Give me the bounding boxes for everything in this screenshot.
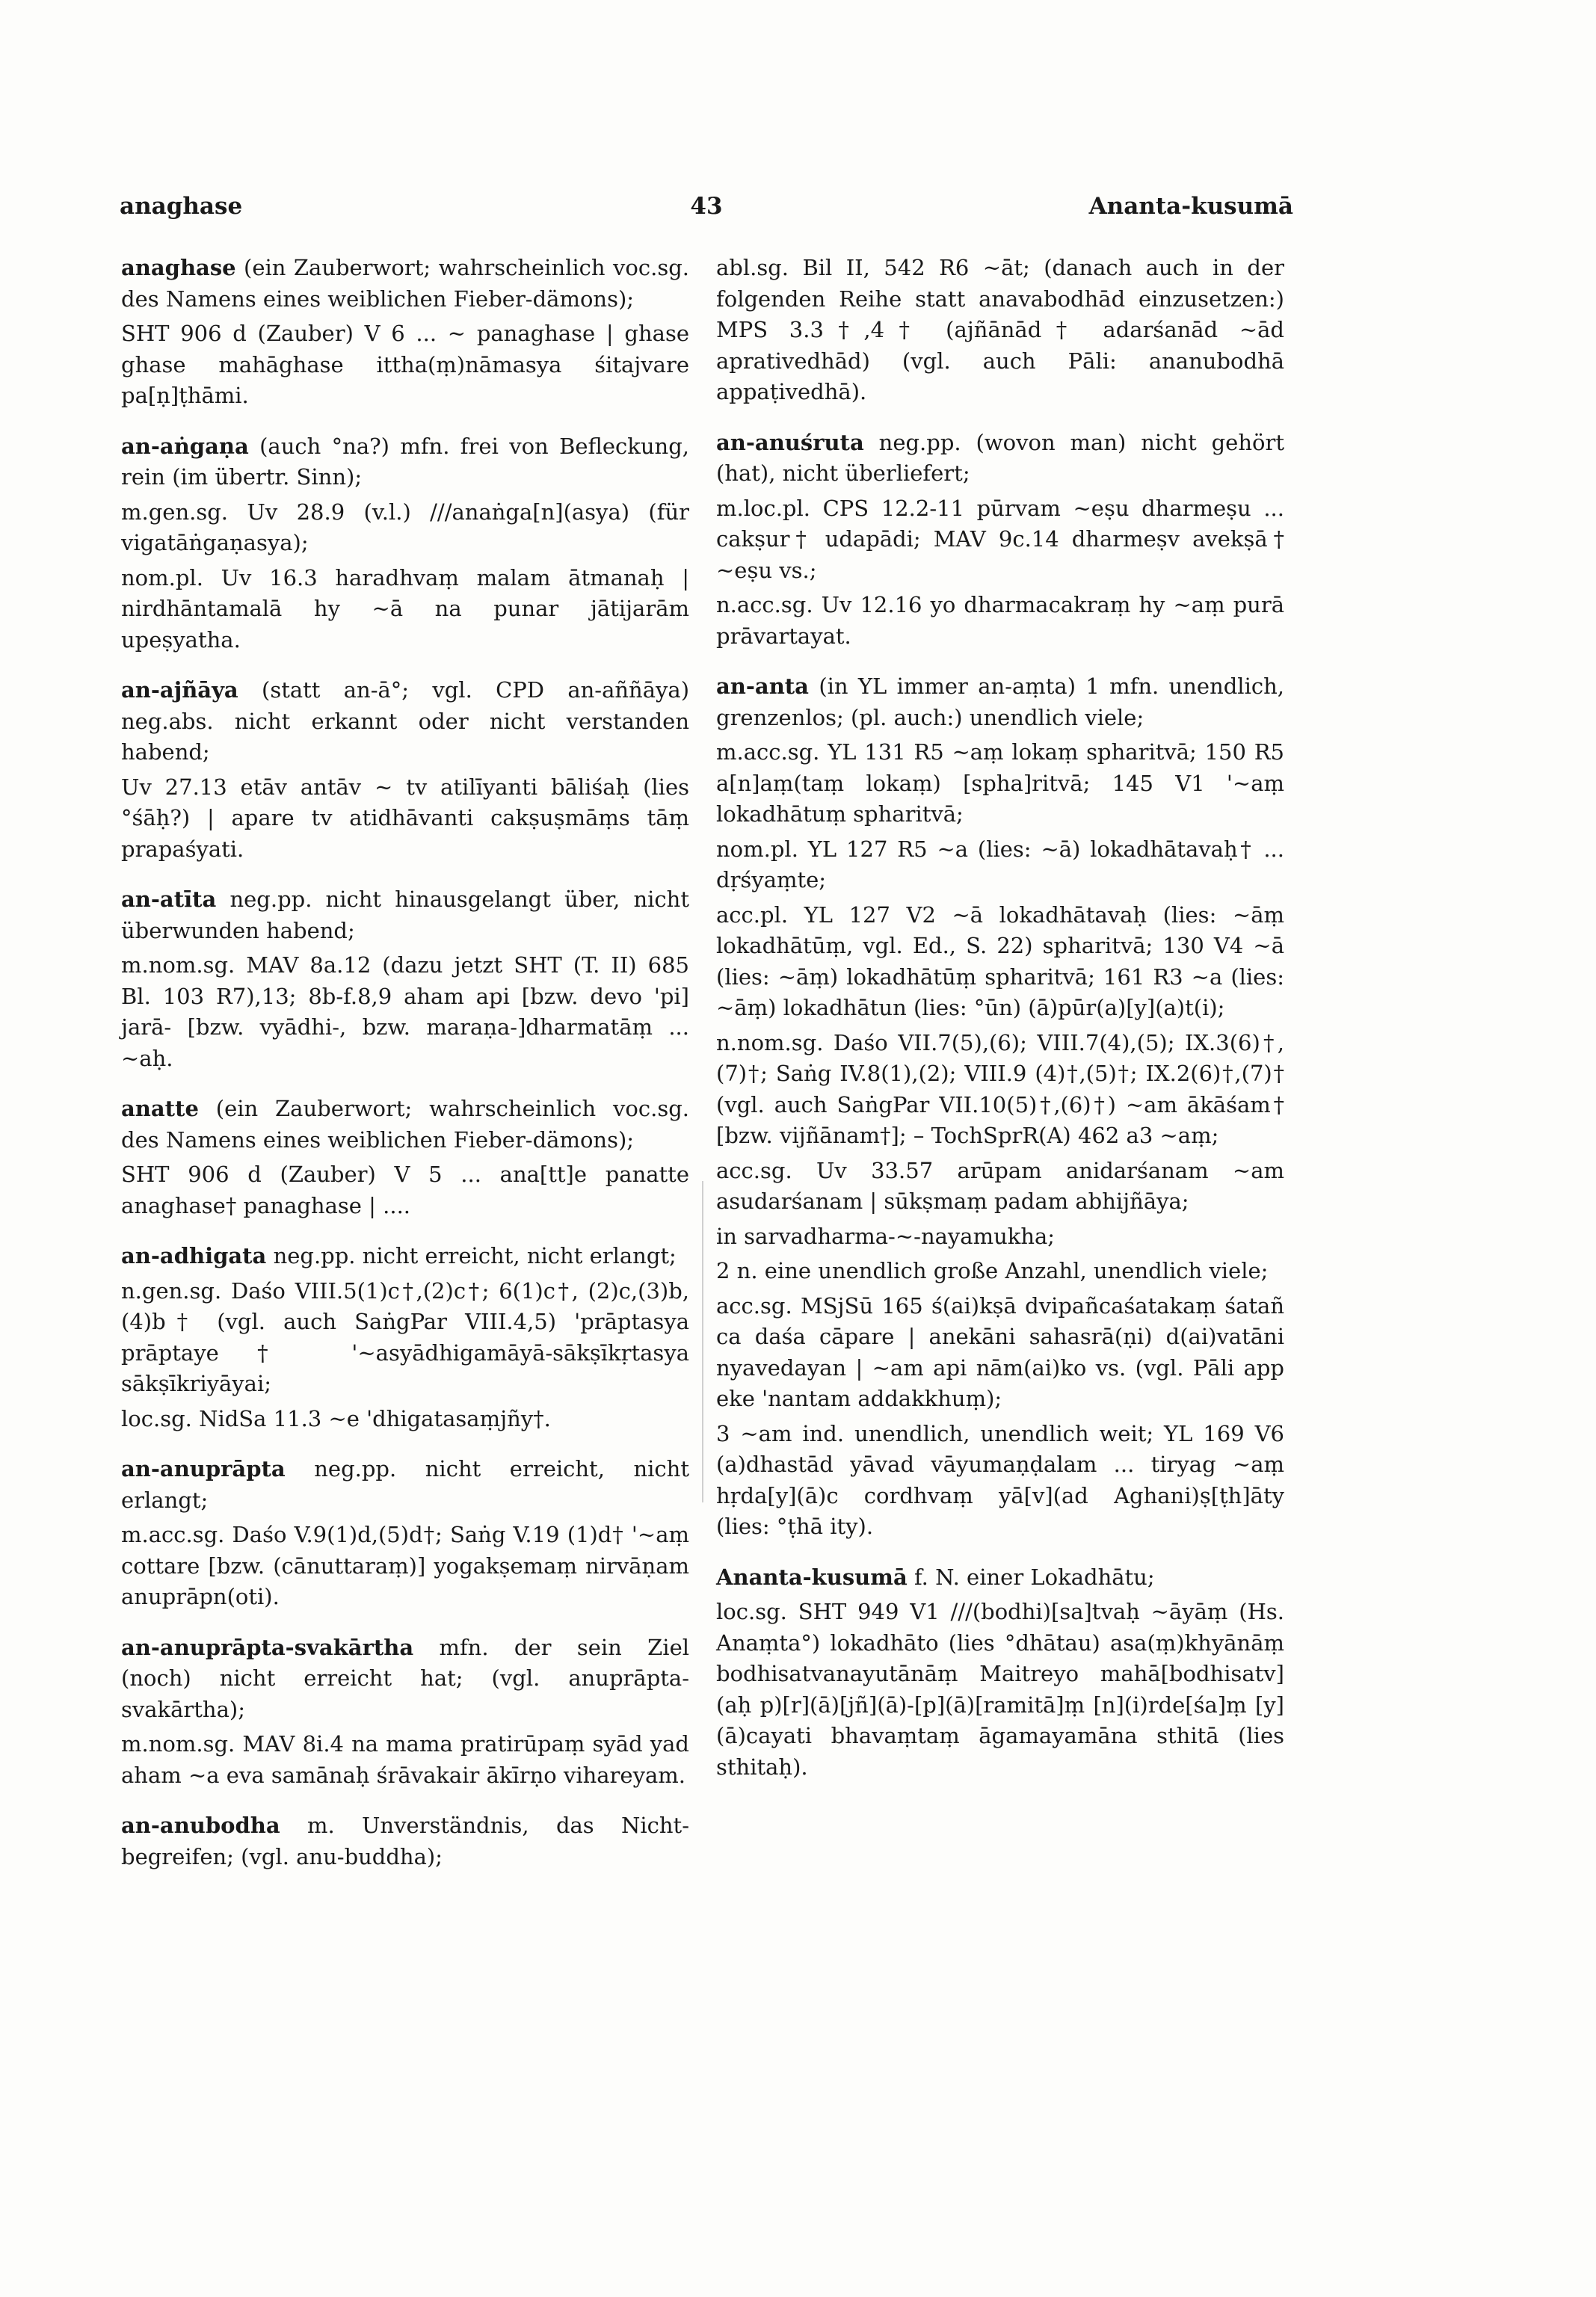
headword: an-anubodha: [121, 1813, 280, 1838]
entry-text: Uv 27.13 etāv antāv ~ tv atilīyanti bāliśaḥ (lies °śāḥ?) | apare tv atidhāvanti cakṣuṣmāṃs tāṃ prapaśyati.: [121, 774, 689, 862]
headword: an-atīta: [121, 887, 217, 912]
entry-text: m.gen.sg. Uv 28.9 (v.l.) ///anaṅga[n](asya) (für vigatāṅgaṇasya);: [121, 499, 689, 555]
running-head-right: Ananta-kusumā: [1088, 193, 1293, 220]
headword: anatte: [121, 1096, 199, 1121]
entry-text: (in YL immer an-aṃta) 1 mfn. unendlich, grenzenlos; (pl. auch:) unendlich viele;: [716, 673, 1284, 730]
headword: an-aṅgaṇa: [121, 433, 249, 459]
entry-text: m.nom.sg. MAV 8a.12 (dazu jetzt SHT (T. II) 685 Bl. 103 R7),13; 8b-f.8,9 aham api [bzw. devo 'pi] jarā- [bzw. vyādhi-, bzw. maraṇa-]dharmatāṃ ... ~aḥ.: [121, 952, 689, 1071]
entry-text: in sarvadharma-~-nayamukha;: [716, 1223, 1056, 1249]
entry-an-anta: [716, 671, 1284, 1543]
entry-text: (statt an-ā°; vgl. CPD an-aññāya) neg.abs. nicht erkannt oder nicht verstanden habend;: [121, 677, 690, 765]
entry-text: neg.pp. nicht erreicht, nicht erlangt;: [273, 1243, 677, 1268]
entry-text: neg.pp. nicht erreicht, nicht erlangt;: [121, 1456, 689, 1513]
headword: an-anuśruta: [716, 429, 864, 455]
entry-text: m.acc.sg. YL 131 R5 ~aṃ lokaṃ spharitvā; 150 R5 a[n]aṃ(taṃ lokaṃ) [spha]ritvā; 145 V1 '~aṃ lokadhātuṃ spharitvā;: [716, 739, 1284, 827]
entry-text: m.acc.sg. Daśo V.9(1)d,(5)d†; Saṅg V.19 (1)d† '~aṃ cottare [bzw. (cānuttaraṃ)] yogakṣemaṃ nirvāṇam anuprāpn(oti).: [121, 1522, 689, 1609]
entry-text: (auch °na?) mfn. frei von Befleckung, rein (im übertr. Sinn);: [121, 433, 690, 490]
right-column: [716, 253, 1284, 1802]
headword: an-anuprāpta-svakārtha: [121, 1634, 414, 1660]
entry-text: SHT 906 d (Zauber) V 5 ... ana[tt]e panatte anaghase† panaghase | ....: [121, 1162, 689, 1218]
column-divider: [702, 1181, 703, 1502]
entry-anaghase: [121, 253, 689, 412]
entry-text: n.nom.sg. Daśo VII.7(5),(6); VIII.7(4),(5); IX.3(6)†,(7)†; Saṅg IV.8(1),(2); VIII.9 (4)†,(5)†; IX.2(6)†,(7)† (vgl. auch SaṅgPar VII.10(5)†,(6)†) ~am ākāśam† [bzw. vijñānam†]; – TochSprR(A) 462 a3 ~aṃ;: [716, 1029, 1284, 1148]
left-column: [121, 253, 689, 1892]
entry-text: m. Unverständnis, das Nicht-begreifen; (vgl. anu-buddha);: [121, 1813, 690, 1869]
entry-an-anuprapta: [121, 1454, 689, 1613]
entry-text: n.acc.sg. Uv 12.16 yo dharmacakraṃ hy ~aṃ purā prāvartayat.: [716, 592, 1284, 649]
entry-an-angana: [121, 431, 689, 656]
headword: an-anta: [716, 673, 809, 699]
entry-text: f. N. einer Lokadhātu;: [913, 1564, 1155, 1590]
entry-anatte: [121, 1094, 689, 1221]
entry-text: 2 n. eine unendlich große Anzahl, unendlich viele;: [716, 1258, 1269, 1283]
entry-text: loc.sg. NidSa 11.3 ~e 'dhigatasaṃjñy†.: [121, 1405, 551, 1431]
entry-an-ajnaya: [121, 675, 689, 865]
entry-text: neg.pp. (wovon man) nicht gehört (hat), nicht überliefert;: [716, 429, 1284, 486]
entry-text: (ein Zauberwort; wahrscheinlich voc.sg. des Namens eines weiblichen Fieber-dämons);: [121, 255, 689, 312]
entry-text: nom.pl. YL 127 R5 ~a (lies: ~ā) lokadhātavaḥ† ... dṛśyaṃte;: [716, 836, 1284, 892]
entry-text: m.nom.sg. MAV 8i.4 na mama pratirūpaṃ syād yad aham ~a eva samānaḥ śrāvakair ākīrṇo vihareyam.: [121, 1731, 689, 1788]
entry-an-anubodha-continued: [716, 253, 1284, 408]
page-number: 43: [690, 193, 723, 220]
entry-text: acc.sg. MSjSū 165 ś(ai)kṣā dvipañcaśatakaṃ śatañ ca daśa cāpare | anekāni sahasrā(ṇi) d(ai)vatāni nyavedayan | ~am api nām(ai)ko vs. (vgl. Pāli app eke 'nantam addakkhuṃ);: [716, 1292, 1284, 1411]
headword: Ananta-kusumā: [716, 1564, 908, 1590]
entry-an-anubodha: [121, 1810, 689, 1872]
entry-text: n.gen.sg. Daśo VIII.5(1)c†,(2)c†; 6(1)c†, (2)c,(3)b,(4)b† (vgl. auch SaṅgPar VIII.4,5) 'prāptasya prāptaye† '~asyādhigamāyā-sākṣīkṛtasya sākṣīkriyāyai;: [121, 1277, 689, 1396]
entry-text: nom.pl. Uv 16.3 haradhvaṃ malam ātmanaḥ | nirdhāntamalā hy ~ā na punar jātijarām upeṣyatha.: [121, 564, 689, 653]
entry-text: loc.sg. SHT 949 V1 ///(bodhi)[sa]tvaḥ ~āyāṃ (Hs. Anaṃta°) lokadhāto (lies °dhātau) asa(ṃ)khyānāṃ bodhisatvanayutānāṃ Maitreyo mahā[bodhisatv](aḥ p)[r](ā)[jñ](ā)-[p](ā)[ramitā]ṃ [n](i)rde[śa]ṃ [y](ā)cayati bhavaṃtaṃ āgamayamāna sthitā (lies sthitaḥ).: [716, 1599, 1284, 1780]
entry-text: neg.pp. nicht hinausgelangt über, nicht überwunden habend;: [121, 887, 689, 943]
entry-text: mfn. der sein Ziel (noch) nicht erreicht hat; (vgl. anuprāpta-svakārtha);: [121, 1634, 689, 1722]
entry-an-anusruta: [716, 428, 1284, 653]
entry-text: acc.pl. YL 127 V2 ~ā lokadhātavaḥ (lies: ~āṃ lokadhātūṃ, vgl. Ed., S. 22) spharitvā; 130 V4 ~ā (lies: ~āṃ) lokadhātūṃ spharitvā; 161 R3 ~a (lies: ~āṃ) lokadhātun (lies: °ūn) (ā)pūr(a)[y](a)t(i);: [716, 901, 1284, 1020]
headword: an-ajñāya: [121, 677, 238, 703]
entry-ananta-kusuma: [716, 1562, 1284, 1783]
entry-text: acc.sg. Uv 33.57 arūpam anidarśanam ~am asudarśanam | sūkṣmaṃ padam abhijñāya;: [716, 1157, 1284, 1214]
headword: an-anuprāpta: [121, 1456, 286, 1482]
running-head-left: anaghase: [120, 193, 243, 220]
entry-an-anuprapta-svakartha: [121, 1632, 689, 1792]
entry-text: 3 ~am ind. unendlich, unendlich weit; YL 169 V6 (a)dhastād yāvad vāyumaṇḍalam ... tiryag ~aṃ hṛda[y](ā)c cordhvaṃ yā[v](ad Aghani)ṣ[ṭh]āty (lies: °ṭhā ity).: [716, 1420, 1284, 1539]
entry-text: (ein Zauberwort; wahrscheinlich voc.sg. des Namens eines weiblichen Fieber-dämons);: [121, 1096, 689, 1153]
entry-an-atita: [121, 884, 689, 1074]
entry-text: SHT 906 d (Zauber) V 6 ... ~ panaghase | ghase ghase mahāghase ittha(ṃ)nāmasya śitajvare pa[ṇ]ṭhāmi.: [121, 321, 689, 408]
entry-an-adhigata: [121, 1241, 689, 1434]
headword: anaghase: [121, 255, 236, 280]
entry-text: abl.sg. Bil II, 542 R6 ~āt; (danach auch in der folgenden Reihe statt anavabodhād einzusetzen:) MPS 3.3†,4† (ajñānād† adarśanād ~ād aprativedhād) (vgl. auch Pāli: ananubodhā appaṭivedhā).: [716, 255, 1284, 404]
entry-text: m.loc.pl. CPS 12.2-11 pūrvam ~eṣu dharmeṣu ... cakṣur† udapādi; MAV 9c.14 dharmeṣv avekṣā† ~eṣu vs.;: [716, 495, 1284, 583]
headword: an-adhigata: [121, 1243, 267, 1268]
